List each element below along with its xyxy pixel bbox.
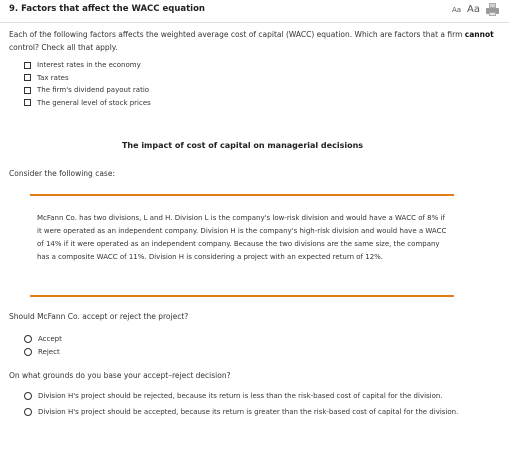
checkbox-option[interactable] — [24, 97, 151, 110]
case-divider-bottom — [30, 295, 454, 297]
intro-text-after: control? Check all that apply. — [9, 43, 118, 52]
question2-options — [24, 390, 484, 422]
checkbox[interactable] — [24, 99, 31, 106]
radio-button[interactable] — [24, 392, 32, 400]
radio-option-rejected-grounds[interactable] — [24, 390, 484, 402]
checkbox[interactable] — [24, 62, 31, 69]
question-header — [0, 0, 509, 23]
radio-option-accept[interactable] — [24, 332, 62, 345]
checkbox[interactable] — [24, 74, 31, 81]
intro-text-before: Each of the following factors affects the weighted average cost of capital (WACC) equation. Which are factors that a firm — [9, 30, 465, 39]
checkbox-label: Interest rates in the economy — [37, 61, 141, 70]
decrease-font-button[interactable]: Aa — [451, 5, 462, 14]
question2-prompt: On what grounds do you base your accept–reject decision? — [9, 371, 231, 380]
radio-label: Reject — [38, 347, 60, 356]
checkbox-label: Tax rates — [37, 73, 69, 82]
checkbox[interactable] — [24, 87, 31, 94]
radio-button[interactable] — [24, 348, 32, 356]
section-title: The impact of cost of capital on managerial decisions — [121, 141, 364, 150]
question1-options — [24, 332, 62, 358]
intro-bold-word: cannot — [464, 30, 494, 39]
radio-button[interactable] — [24, 408, 32, 416]
question1-prompt: Should McFann Co. accept or reject the project? — [9, 312, 189, 321]
radio-label: Division H's project should be rejected, because its return is less than the risk-based cost of capital for the division. — [38, 392, 443, 400]
radio-option-reject[interactable] — [24, 345, 62, 358]
checkbox-label: The general level of stock prices — [37, 98, 151, 107]
printer-icon[interactable] — [486, 3, 499, 16]
radio-option-accepted-grounds[interactable] — [24, 406, 484, 418]
radio-label: Accept — [38, 334, 62, 343]
checkbox-option[interactable] — [24, 84, 151, 97]
checkbox-option[interactable] — [24, 59, 151, 72]
increase-font-button[interactable]: Aa — [467, 4, 480, 15]
radio-label: Division H's project should be accepted, because its return is greater than the risk-based cost of capital for the division. — [38, 408, 459, 416]
question-title: 9. Factors that affect the WACC equation — [9, 4, 205, 14]
toolbar — [452, 3, 499, 16]
case-divider-top — [30, 194, 454, 196]
checkbox-label: The firm's dividend payout ratio — [37, 86, 150, 95]
case-description: McFann Co. has two divisions, L and H. Division L is the company's low-risk division and would have a WACC of 8% if it were operated as an independent company. Division H is the company's high-risk division and would have a WACC of 14% if it were operated as an independent company. Because the two divisions are the same size, the company has a composite WACC of 11%. Division H is considering a project with an expected return of 12%. — [37, 214, 447, 261]
radio-button[interactable] — [24, 335, 32, 343]
consider-label: Consider the following case: — [9, 169, 115, 178]
question-intro — [9, 28, 497, 54]
checkbox-option[interactable] — [24, 72, 151, 85]
checkbox-list — [24, 59, 151, 109]
